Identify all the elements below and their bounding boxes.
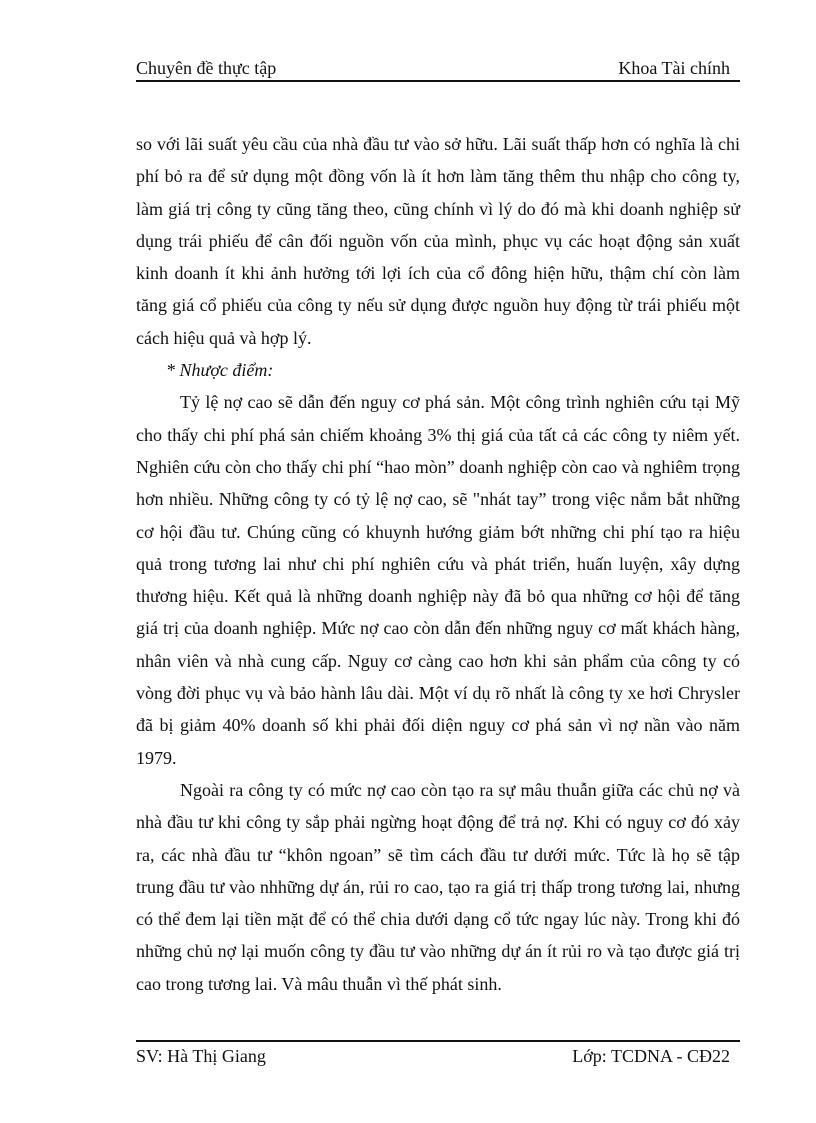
page-footer xyxy=(136,1040,740,1070)
header-department: Khoa Tài chính xyxy=(618,58,730,78)
paragraph-bond-advantages: so với lãi suất yêu cầu của nhà đầu tư vào sở hữu. Lãi suất thấp hơn có nghĩa là chi phí bỏ ra để sử dụng một đồng vốn là ít hơn làm tăng thêm thu nhập cho công ty, làm giá trị công ty cũng tăng theo, cũng chính vì lý do đó mà khi doanh nghiệp sử dụng trái phiếu để cân đối nguồn vốn của mình, phục vụ các hoạt động sản xuất kinh doanh ít khi ảnh hưởng tới lợi ích của cổ đông hiện hữu, thậm chí còn làm tăng giá cổ phiếu của công ty nếu sử dụng được nguồn huy động từ trái phiếu một cách hiệu quả và hợp lý. xyxy=(136,134,740,348)
header-title: Chuyên đề thực tập xyxy=(136,58,277,78)
footer-class: Lớp: TCDNA - CĐ22 xyxy=(572,1046,730,1066)
paragraph-creditor-conflict: Ngoài ra công ty có mức nợ cao còn tạo ra sự mâu thuẫn giữa các chủ nợ và nhà đầu tư khi công ty sắp phải ngừng hoạt động để trả nợ. Khi có nguy cơ đó xảy ra, các nhà đầu tư “khôn ngoan” sẽ tìm cách đầu tư dưới mức. Tức là họ sẽ tập trung đầu tư vào nhhững dự án, rủi ro cao, tạo ra giá trị thấp trong tương lai, nhưng có thể đem lại tiền mặt để có thể chia dưới dạng cổ tức ngay lúc này. Trong khi đó những chủ nợ lại muốn công ty đầu tư vào những dự án ít rủi ro và tạo được giá trị cao trong tương lai. Và mâu thuẫn vì thế phát sinh. xyxy=(136,779,740,994)
document-body xyxy=(136,128,740,1000)
page-header xyxy=(136,58,740,82)
paragraph-bankruptcy-risk: Tỷ lệ nợ cao sẽ dẫn đến nguy cơ phá sản. Một công trình nghiên cứu tại Mỹ cho thấy chi phí phá sản chiếm khoảng 3% thị giá của tất cả các công ty niêm yết. Nghiên cứu còn cho thấy chi phí “hao mòn” doanh nghiệp còn cao và nghiêm trọng hơn nhiều. Những công ty có tỷ lệ nợ cao, sẽ "nhát tay” trong việc nắm bắt những cơ hội đầu tư. Chúng cũng có khuynh hướng giảm bớt những chi phí tạo ra hiệu quả trong tương lai như chi phí nghiên cứu và phát triển, huấn luyện, xây dựng thương hiệu. Kết quả là những doanh nghiệp này đã bỏ qua những cơ hội để tăng giá trị của doanh nghiệp. Mức nợ cao còn dẫn đến những nguy cơ mất khách hàng, nhân viên và nhà cung cấp. Nguy cơ càng cao hơn khi sản phẩm của công ty có vòng đời phục vụ và bảo hành lâu dài. Một ví dụ rõ nhất là công ty xe hơi Chrysler đã bị giảm 40% doanh số khi phải đối diện nguy cơ phá sản vì nợ nần vào năm 1979. xyxy=(136,392,740,768)
footer-student-name: SV: Hà Thị Giang xyxy=(136,1046,266,1066)
section-heading-disadvantages: * Nhược điểm: xyxy=(166,360,274,381)
